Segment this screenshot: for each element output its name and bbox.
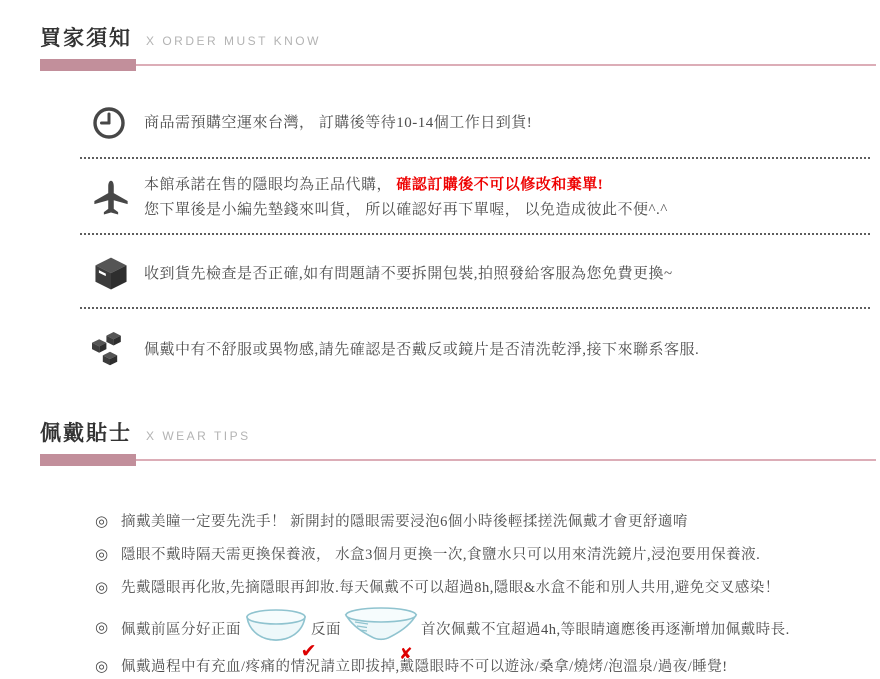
tips-list (40, 506, 880, 679)
accent-bar-thick (40, 59, 136, 71)
airplane-icon (92, 173, 144, 219)
tip-lens-orientation-text (121, 606, 790, 663)
tip-wash-hands (95, 506, 870, 539)
lens-front-icon (243, 607, 317, 662)
notice-authentic-text (144, 173, 668, 223)
notice-authentic-line1-red: 確認訂購後不可以修改和棄單! (396, 177, 604, 193)
tips-section (40, 417, 880, 679)
accent-bar-thin (136, 459, 876, 461)
check-mark-icon: ✔ (300, 639, 317, 662)
order-section (40, 22, 880, 375)
dotted-divider (80, 307, 870, 309)
tip-solution-change-text: 隱眼不戴時隔天需更換保養液， 水盒3個月更換一次,食鹽水只可以用來清洗鏡片,浸泡要用保養液. (121, 547, 761, 563)
accent-bar-thin (136, 64, 876, 66)
notice-discomfort (40, 325, 880, 375)
tips-section-title: 佩戴貼士 (40, 422, 132, 445)
dotted-divider (80, 157, 870, 159)
tips-section-accent-bar (40, 454, 876, 466)
tips-section-subtitle: X WEAR TIPS (146, 429, 251, 443)
order-section-accent-bar (40, 59, 876, 71)
dotted-divider (80, 233, 870, 235)
tip-lens-suffix: 首次佩戴不宜超過4h,等眼睛適應後再逐漸增加佩戴時長. (421, 621, 790, 638)
tip-lens-orientation (95, 605, 870, 663)
accent-bar-thick (40, 454, 136, 466)
order-section-subtitle: X ORDER MUST KNOW (146, 34, 321, 48)
tip-wash-hands-text: 摘戴美瞳一定要先洗手！ 新開封的隱眼需要浸泡6個小時後輕揉搓洗佩戴才會更舒適唷 (121, 514, 688, 530)
tip-remove-when-pain-text: 佩戴過程中有充血/疼痛的情況請立即拔掉,戴隱眼時不可以遊泳/桑拿/燒烤/泡溫泉/過夜/睡覺! (121, 659, 728, 675)
notice-discomfort-text: 佩戴中有不舒服或異物感,請先確認是否戴反或鏡片是否清洗乾淨,接下來聯系客服. (144, 341, 700, 358)
notice-authentic-line1-black: 本館承諾在售的隱眼均為正品代購， (144, 177, 397, 193)
notice-authentic-line2: 您下單後是小編先墊錢來叫貨， 所以確認好再下單喔， 以免造成彼此不便^.^ (144, 202, 668, 218)
notice-shipping (40, 103, 880, 143)
tip-remove-when-pain (95, 651, 870, 679)
tip-lens-prefix: 佩戴前區分好正面 (121, 621, 241, 638)
notice-shipping-text: 商品需預購空運來台灣， 訂購後等待10-14個工作日到貨! (144, 114, 533, 131)
tip-makeup-order-text: 先戴隱眼再化妝,先摘隱眼再卸妝.每天佩戴不可以超過8h,隱眼&水盒不能和別人共用,避免交叉感染！ (121, 580, 780, 596)
order-section-header (40, 22, 880, 52)
lens-reverse-icon (343, 606, 419, 663)
bullseye-bullet-icon: ◎ (95, 514, 109, 530)
tip-solution-change (95, 539, 870, 572)
bullseye-bullet-icon: ◎ (95, 619, 109, 636)
tip-lens-mid: 反面 (311, 621, 341, 638)
clock-icon (92, 106, 144, 140)
bullseye-bullet-icon: ◎ (95, 659, 109, 675)
notice-inspect (40, 253, 880, 295)
order-section-title: 買家須知 (40, 27, 132, 50)
cross-mark-icon: ✘ (399, 643, 413, 663)
bullseye-bullet-icon: ◎ (95, 580, 109, 596)
notice-inspect-text: 收到貨先檢查是否正確,如有問題請不要拆開包裝,拍照發給客服為您免費更換~ (144, 265, 673, 282)
cubes-icon (92, 330, 144, 370)
notice-authentic (40, 173, 880, 223)
package-icon (92, 256, 144, 292)
tip-makeup-order (95, 572, 870, 605)
tips-section-header (40, 417, 880, 447)
bullseye-bullet-icon: ◎ (95, 547, 109, 563)
